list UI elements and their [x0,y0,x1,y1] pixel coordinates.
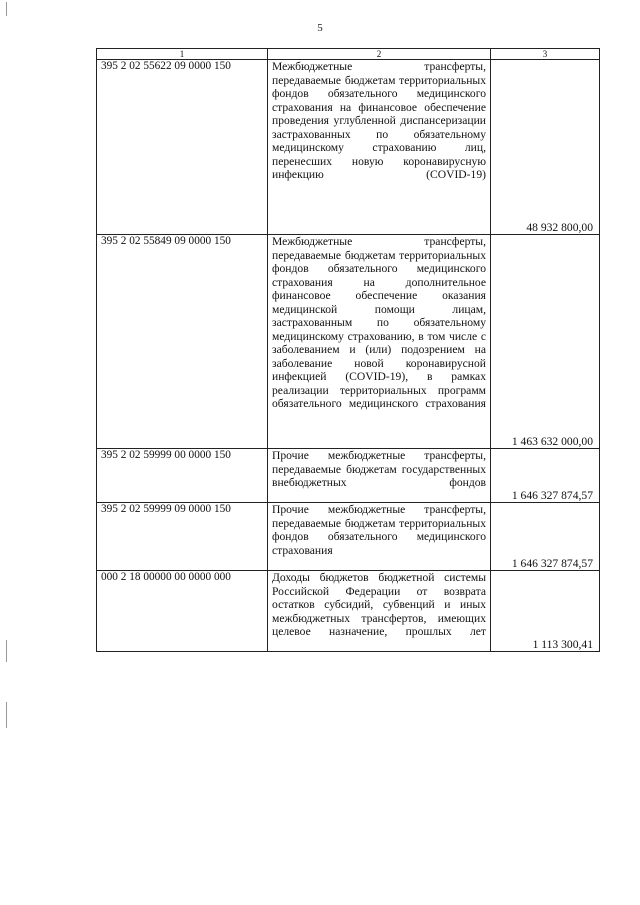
budget-code: 395 2 02 59999 00 0000 150 [97,449,268,503]
budget-amount: 1 646 327 874,57 [491,503,600,571]
budget-description: Прочие межбюджетные трансферты, передаваемые бюджетам территориальных фондов обязательного медицинского страхования [268,503,491,571]
column-header-1: 1 [97,49,268,60]
budget-amount: 1 646 327 874,57 [491,449,600,503]
budget-amount: 48 932 800,00 [491,60,600,235]
budget-code: 395 2 02 55622 09 0000 150 [97,60,268,235]
budget-code: 000 2 18 00000 00 0000 000 [97,571,268,652]
table-row [97,235,600,449]
budget-description: Доходы бюджетов бюджетной системы Российской Федерации от возврата остатков субсидий, субвенций и иных межбюджетных трансфертов, имеющих целевое назначение, прошлых лет [268,571,491,652]
scan-margin-mark [6,2,7,16]
column-header-3: 3 [491,49,600,60]
scan-margin-mark [6,640,7,662]
table-row [97,449,600,503]
budget-description: Межбюджетные трансферты, передаваемые бюджетам территориальных фондов обязательного медицинского страхования на финансовое обеспечение проведения углубленной диспансеризации застрахованных по обязательному медицинскому страхованию лиц, перенесших новую коронавирусную инфекцию (COVID-19) [268,60,491,235]
column-header-2: 2 [268,49,491,60]
page-number: 5 [317,22,323,34]
table-row [97,60,600,235]
budget-revenue-table [96,48,600,652]
budget-description: Межбюджетные трансферты, передаваемые бюджетам территориальных фондов обязательного медицинского страхования на дополнительное финансовое обеспечение оказания медицинской помощи лицам, застрахованным по обязательному медицинскому страхованию, в том числе с заболеванием и (или) подозрением на заболевание новой коронавирусной инфекцией (COVID-19), в рамках реализации территориальных программ обязательного медицинского страхования [268,235,491,449]
table-row [97,571,600,652]
table-row [97,503,600,571]
column-number-row [97,49,600,60]
budget-code: 395 2 02 55849 09 0000 150 [97,235,268,449]
budget-amount: 1 463 632 000,00 [491,235,600,449]
budget-amount: 1 113 300,41 [491,571,600,652]
budget-code: 395 2 02 59999 09 0000 150 [97,503,268,571]
budget-description: Прочие межбюджетные трансферты, передаваемые бюджетам государственных внебюджетных фондов [268,449,491,503]
scan-margin-mark [6,702,7,728]
